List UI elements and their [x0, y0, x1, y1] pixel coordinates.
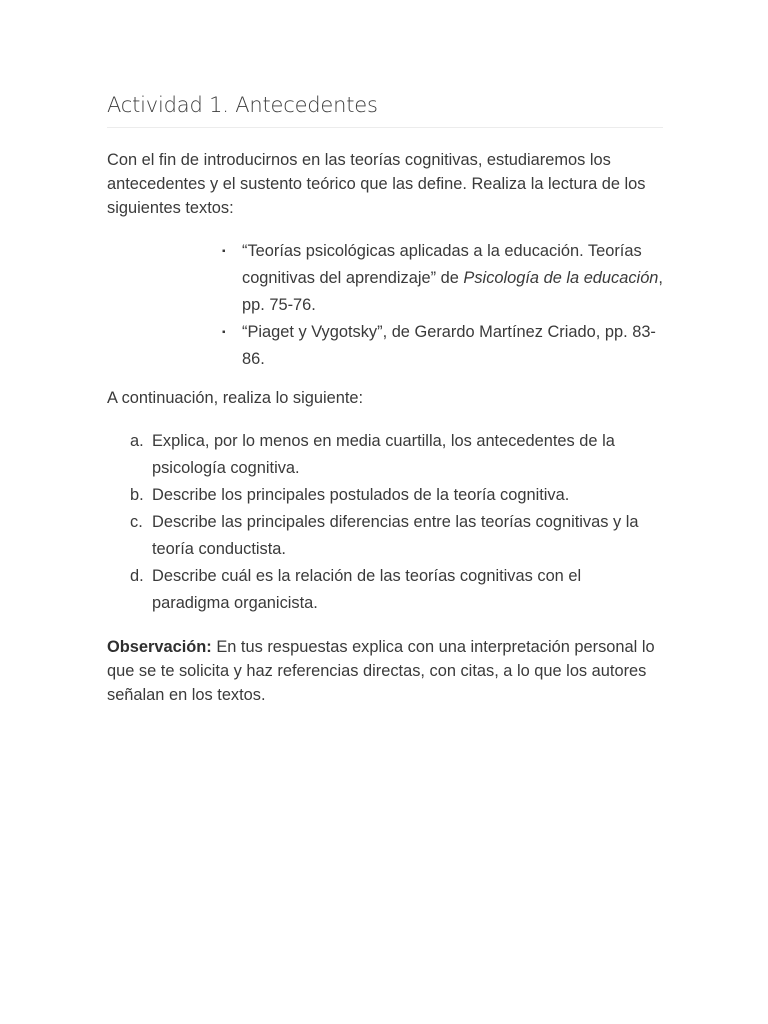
tasks-list — [107, 428, 663, 617]
observation-label: Observación: — [107, 638, 212, 656]
intro-paragraph: Con el fin de introducirnos en las teorías cognitivas, estudiaremos los antecedentes y el sustento teórico que las define. Realiza la lectura de los siguientes textos: — [107, 151, 646, 217]
list-item — [130, 509, 663, 563]
square-bullet-icon: ▪ — [222, 246, 226, 257]
observation-paragraph — [107, 635, 663, 707]
reading-italic-title: Psicología de la educación — [463, 269, 659, 287]
followup-paragraph: A continuación, realiza lo siguiente: — [107, 389, 364, 407]
reading-text-tail: , pp. 75-76. — [242, 269, 663, 314]
task-letter: d. — [130, 567, 144, 585]
list-item — [130, 563, 663, 617]
list-item — [130, 482, 663, 509]
task-text: Explica, por lo menos en media cuartilla, los antecedentes de la psicología cognitiva. — [152, 432, 615, 477]
task-text: Describe los principales postulados de la teoría cognitiva. — [152, 486, 570, 504]
task-text: Describe las principales diferencias entre las teorías cognitivas y la teoría conductista. — [152, 513, 639, 558]
list-item — [130, 428, 663, 482]
list-item — [222, 319, 663, 373]
square-bullet-icon: ▪ — [222, 327, 226, 338]
task-letter: b. — [130, 486, 144, 504]
reading-text: “Piaget y Vygotsky”, de Gerardo Martínez Criado, pp. 83-86. — [242, 323, 656, 368]
document-page — [107, 93, 663, 707]
readings-list — [107, 238, 663, 373]
list-item — [222, 238, 663, 319]
observation-text: En tus respuestas explica con una interpretación personal lo que se te solicita y haz referencias directas, con citas, a lo que los autores señalan en los textos. — [107, 638, 655, 704]
task-letter: a. — [130, 432, 144, 450]
task-letter: c. — [130, 513, 143, 531]
task-text: Describe cuál es la relación de las teorías cognitivas con el paradigma organicista. — [152, 567, 582, 612]
page-title: Actividad 1. Antecedentes — [107, 93, 663, 128]
reading-text: “Teorías psicológicas aplicadas a la educación. Teorías cognitivas del aprendizaje” de — [242, 242, 642, 287]
